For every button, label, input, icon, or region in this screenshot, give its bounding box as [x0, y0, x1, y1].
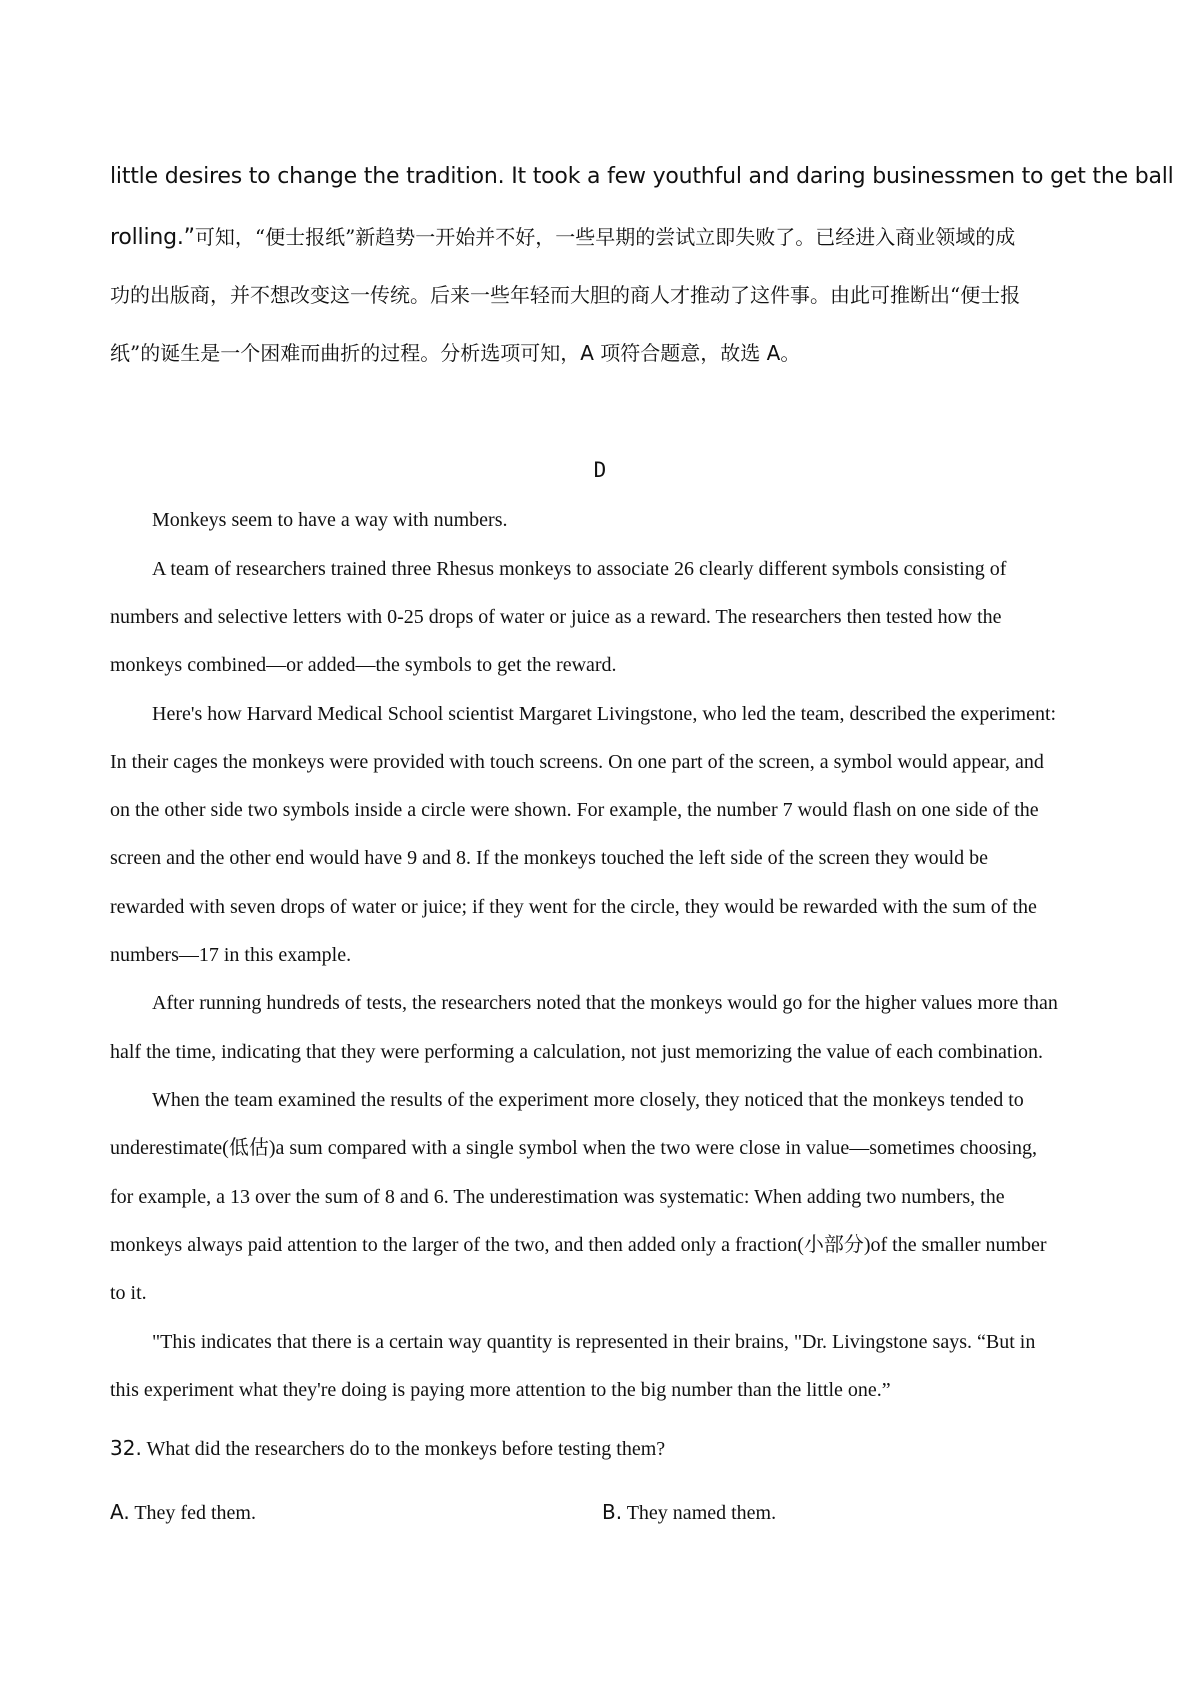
explanation-text-en: rolling.” [110, 225, 195, 250]
question-32 [110, 1436, 665, 1461]
explanation-text: 项符合题意，故选 [593, 341, 767, 365]
passage-line: numbers and selective letters with 0-25 drops of water or juice as a reward. The researchers then tested how the [110, 606, 1002, 628]
explanation-line-1 [110, 163, 1174, 191]
passage-line: monkeys always paid attention to the larger of the two, and then added only a fraction(小部分)of the smaller number [110, 1234, 1047, 1256]
question-text: What did the researchers do to the monkeys before testing them? [141, 1438, 666, 1460]
explanation-text: 。 [780, 341, 801, 365]
passage-line: monkeys combined—or added—the symbols to get the reward. [110, 654, 617, 676]
explanation-line-2 [110, 223, 1015, 252]
passage-line: "This indicates that there is a certain way quantity is represented in their brains, "Dr. Livingstone says. “But in [152, 1331, 1036, 1353]
passage-line: rewarded with seven drops of water or juice; if they went for the circle, they would be rewarded with the sum of the [110, 896, 1037, 918]
passage-line: A team of researchers trained three Rhesus monkeys to associate 26 clearly different symbols consisting of [152, 558, 1007, 580]
answer-letter: A [580, 341, 594, 365]
passage-line: underestimate(低估)a sum compared with a single symbol when the two were close in value—sometimes choosing, [110, 1137, 1038, 1159]
explanation-line-3 [110, 281, 1020, 309]
option-b [602, 1500, 776, 1525]
section-heading: D [593, 458, 607, 482]
passage-line: Here's how Harvard Medical School scientist Margaret Livingstone, who led the team, described the experiment: [152, 703, 1057, 725]
explanation-text-cn: 可知，“便士报纸”新趋势一开始并不好，一些早期的尝试立即失败了。已经进入商业领域的成 [194, 225, 1016, 249]
passage-line: to it. [110, 1282, 147, 1304]
explanation-text: 纸”的诞生是一个困难而曲折的过程。分析选项可知， [110, 341, 581, 365]
explanation-line-4 [110, 339, 800, 367]
passage-line: this experiment what they're doing is paying more attention to the big number than the little one.” [110, 1379, 891, 1401]
answer-letter: A [766, 341, 781, 365]
question-number: 32. [110, 1436, 142, 1460]
passage-line: for example, a 13 over the sum of 8 and 6. The underestimation was systematic: When adding two numbers, the [110, 1186, 1005, 1208]
option-letter: A. [110, 1500, 130, 1524]
passage-line: numbers—17 in this example. [110, 944, 352, 966]
option-text: They fed them. [129, 1502, 256, 1524]
passage-line: When the team examined the results of the experiment more closely, they noticed that the monkeys tended to [152, 1089, 1024, 1111]
option-letter: B. [602, 1500, 623, 1524]
explanation-text: little desires to change the tradition. It took a few youthful and daring businessmen to get the ball [110, 164, 1174, 189]
passage-line: Monkeys seem to have a way with numbers. [152, 509, 508, 531]
passage-line: In their cages the monkeys were provided with touch screens. On one part of the screen, a symbol would appear, and [110, 751, 1044, 773]
passage-line: on the other side two symbols inside a circle were shown. For example, the number 7 would flash on one side of the [110, 799, 1039, 821]
passage-line: half the time, indicating that they were performing a calculation, not just memorizing the value of each combination. [110, 1041, 1044, 1063]
explanation-text: 功的出版商，并不想改变这一传统。后来一些年轻而大胆的商人才推动了这件事。由此可推断出“便士报 [110, 283, 1021, 307]
passage-line: After running hundreds of tests, the researchers noted that the monkeys would go for the higher values more than [152, 992, 1058, 1014]
option-text: They named them. [622, 1502, 777, 1524]
passage-line: screen and the other end would have 9 and 8. If the monkeys touched the left side of the screen they would be [110, 847, 989, 869]
option-a [110, 1500, 256, 1525]
